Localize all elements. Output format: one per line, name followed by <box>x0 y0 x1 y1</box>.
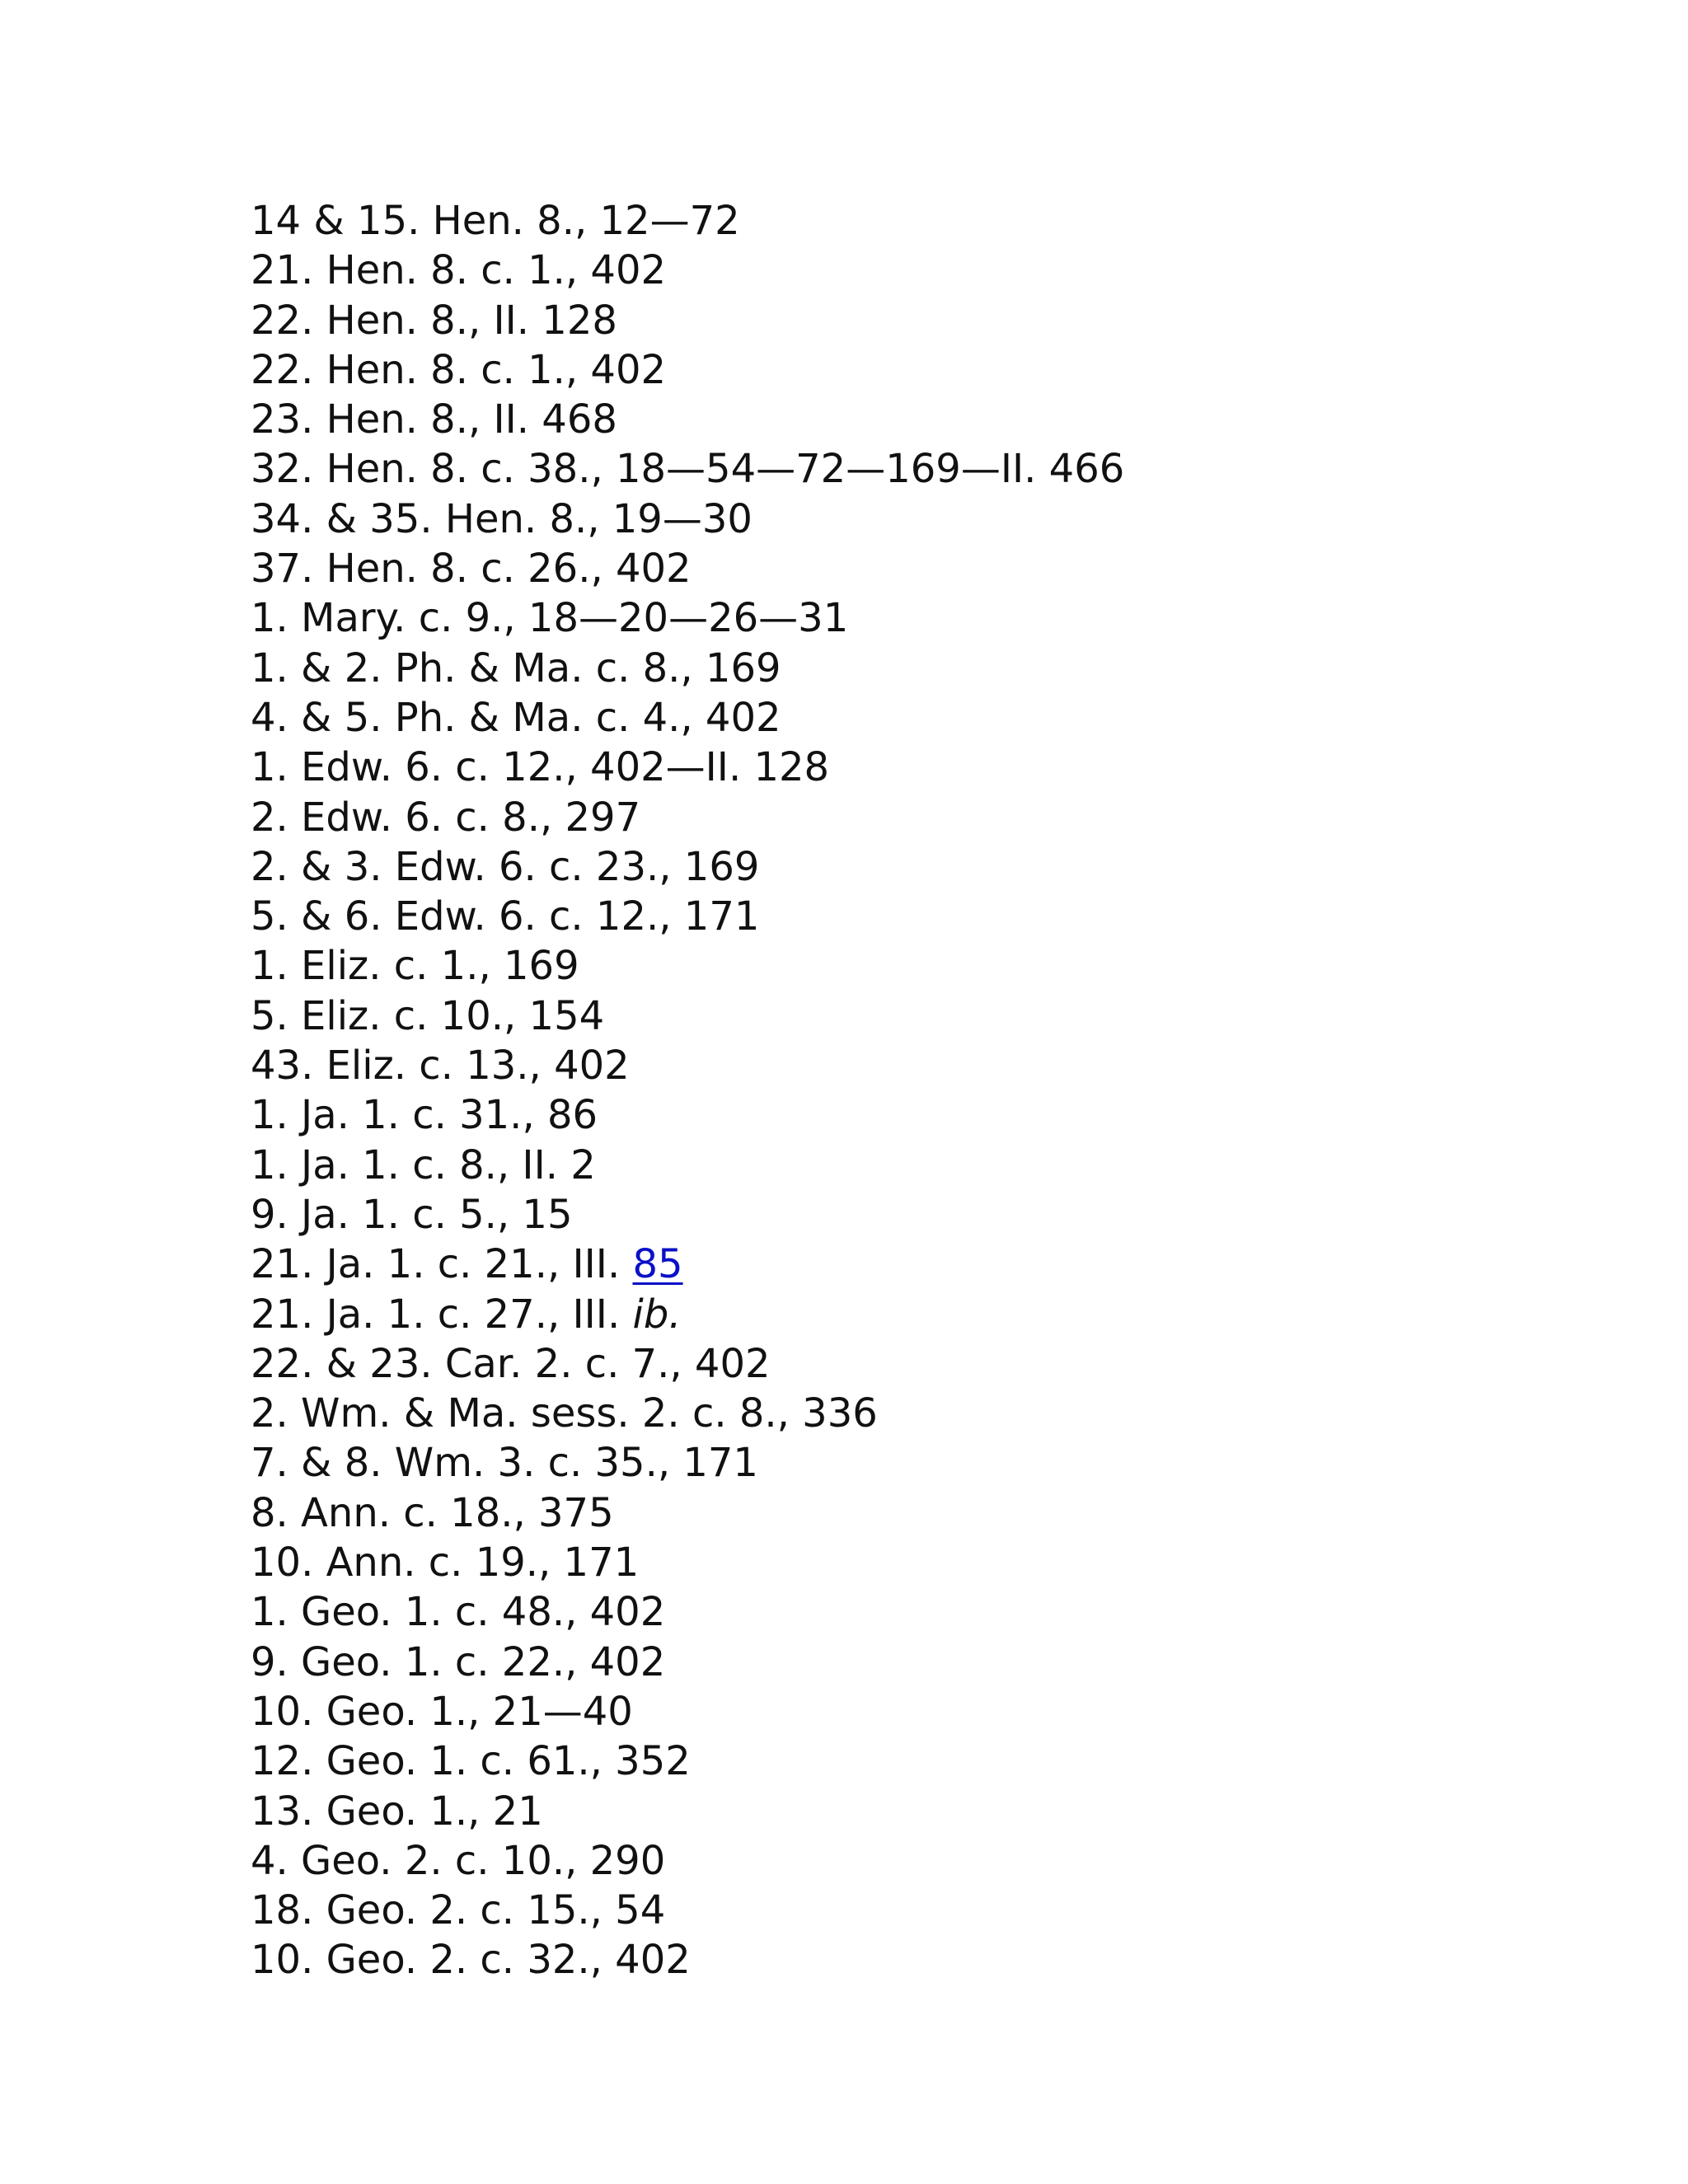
entry-text: 7. & 8. Wm. 3. c. 35., 171 <box>251 1440 758 1487</box>
index-entry <box>251 544 1124 593</box>
index-entry <box>251 941 1124 991</box>
entry-text: 5. Eliz. c. 10., 154 <box>251 992 605 1039</box>
entry-text: 21. Ja. 1. c. 21., III. <box>251 1241 633 1288</box>
index-entry <box>251 743 1124 792</box>
index-entry <box>251 793 1124 842</box>
index-entry <box>251 644 1124 693</box>
index-entry <box>251 991 1124 1041</box>
index-entry <box>251 1488 1124 1538</box>
page-reference-link[interactable]: 85 <box>632 1241 683 1288</box>
index-entry <box>251 494 1124 544</box>
entry-text: 5. & 6. Edw. 6. c. 12., 171 <box>251 893 760 940</box>
entry-text: 1. Geo. 1. c. 48., 402 <box>251 1589 666 1636</box>
entry-text: 10. Geo. 2. c. 32., 402 <box>251 1937 691 1984</box>
index-entry <box>251 296 1124 345</box>
entry-text: 32. Hen. 8. c. 38., 18—54—72—169—II. 466 <box>251 446 1125 493</box>
index-entry <box>251 1339 1124 1389</box>
index-entry <box>251 693 1124 743</box>
entry-text: 1. Ja. 1. c. 31., 86 <box>251 1092 598 1139</box>
index-entry <box>251 1836 1124 1886</box>
index-entry <box>251 1736 1124 1786</box>
index-entry <box>251 444 1124 494</box>
index-entry <box>251 892 1124 941</box>
entry-text: 1. Edw. 6. c. 12., 402—II. 128 <box>251 744 830 791</box>
index-entry <box>251 593 1124 643</box>
index-entry <box>251 1538 1124 1587</box>
entry-text: 22. & 23. Car. 2. c. 7., 402 <box>251 1340 771 1387</box>
index-entry <box>251 1041 1124 1090</box>
entry-text: 1. Eliz. c. 1., 169 <box>251 943 579 990</box>
entry-text: 43. Eliz. c. 13., 402 <box>251 1043 630 1090</box>
index-entry <box>251 1240 1124 1289</box>
entry-text: 1. & 2. Ph. & Ma. c. 8., 169 <box>251 644 781 691</box>
entry-text: 4. Geo. 2. c. 10., 290 <box>251 1837 666 1884</box>
entry-text: 21. Hen. 8. c. 1., 402 <box>251 247 667 294</box>
entry-text: 2. Wm. & Ma. sess. 2. c. 8., 336 <box>251 1390 878 1437</box>
entry-text: 10. Geo. 1., 21—40 <box>251 1688 633 1735</box>
index-entry <box>251 1886 1124 1935</box>
entry-text: 21. Ja. 1. c. 27., III. <box>251 1291 633 1338</box>
index-entry <box>251 1090 1124 1140</box>
entry-text: 23. Hen. 8., II. 468 <box>251 396 617 443</box>
entry-text: 18. Geo. 2. c. 15., 54 <box>251 1887 666 1934</box>
index-entry <box>251 1935 1124 1985</box>
entry-text: 9. Ja. 1. c. 5., 15 <box>251 1191 573 1238</box>
index-entry <box>251 842 1124 892</box>
entry-text: 8. Ann. c. 18., 375 <box>251 1489 614 1536</box>
entry-text: 4. & 5. Ph. & Ma. c. 4., 402 <box>251 694 781 741</box>
ibidem-reference: ib. <box>632 1291 682 1338</box>
index-entry <box>251 1389 1124 1438</box>
entry-text: 1. Ja. 1. c. 8., II. 2 <box>251 1141 596 1188</box>
entry-text: 22. Hen. 8., II. 128 <box>251 297 617 344</box>
index-entry <box>251 1638 1124 1687</box>
entry-text: 1. Mary. c. 9., 18—20—26—31 <box>251 595 849 642</box>
entry-text: 22. Hen. 8. c. 1., 402 <box>251 346 667 393</box>
index-entry <box>251 1787 1124 1836</box>
entry-text: 34. & 35. Hen. 8., 19—30 <box>251 495 753 542</box>
entry-text: 2. & 3. Edw. 6. c. 23., 169 <box>251 843 760 890</box>
entry-text: 9. Geo. 1. c. 22., 402 <box>251 1638 666 1685</box>
index-entry <box>251 196 1124 246</box>
entry-text: 10. Ann. c. 19., 171 <box>251 1540 640 1586</box>
entry-text: 37. Hen. 8. c. 26., 402 <box>251 546 692 593</box>
entry-text: 14 & 15. Hen. 8., 12—72 <box>251 198 740 244</box>
index-entry <box>251 345 1124 395</box>
index-entry <box>251 246 1124 295</box>
index-entry <box>251 1587 1124 1637</box>
statute-index-list <box>251 196 1124 1985</box>
index-entry <box>251 1687 1124 1736</box>
entry-text: 12. Geo. 1. c. 61., 352 <box>251 1738 691 1785</box>
entry-text: 13. Geo. 1., 21 <box>251 1788 543 1835</box>
index-entry <box>251 1290 1124 1339</box>
index-entry <box>251 395 1124 444</box>
entry-text: 2. Edw. 6. c. 8., 297 <box>251 794 641 841</box>
index-entry <box>251 1141 1124 1190</box>
index-entry <box>251 1438 1124 1488</box>
index-entry <box>251 1190 1124 1240</box>
